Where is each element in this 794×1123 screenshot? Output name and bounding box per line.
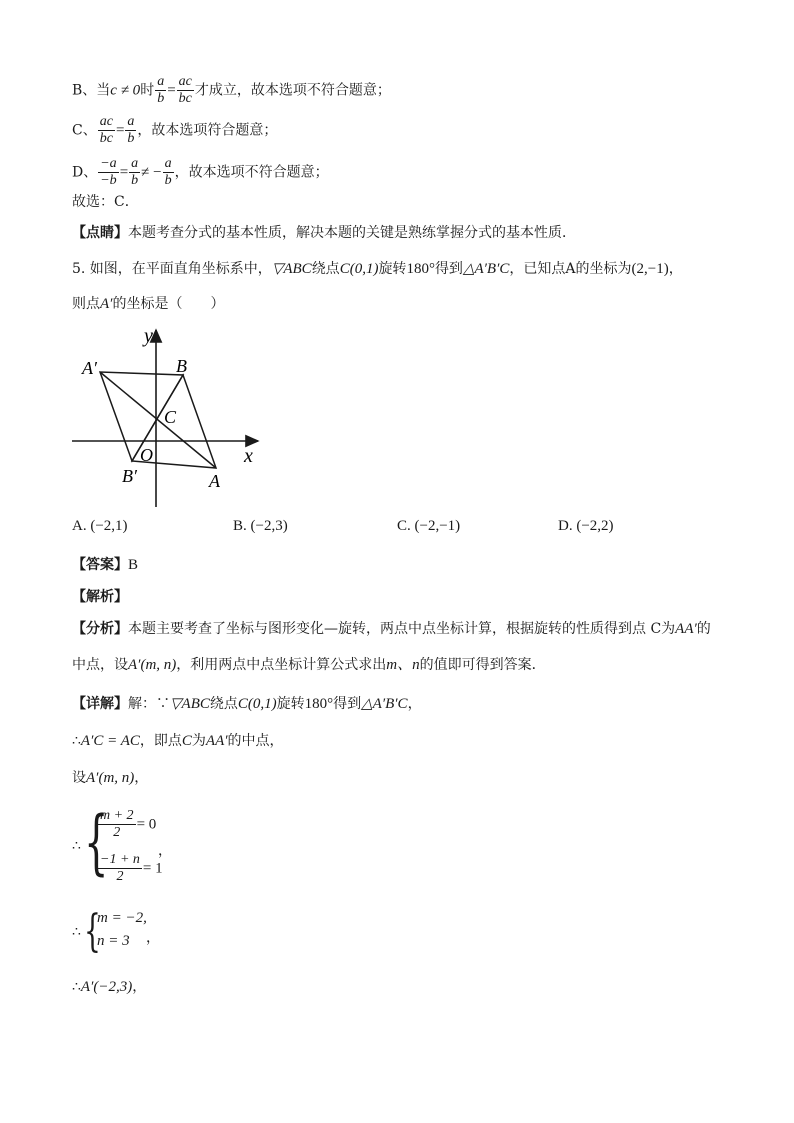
origin-label: O	[140, 445, 153, 465]
label-a: A	[209, 471, 220, 491]
detail-line-3: 设A′(m, n)，	[72, 770, 149, 786]
analysis-line-1: 【分析】本题主要考查了坐标与图形变化—旋转，两点中点坐标计算，根据旋转的性质得到点 C为AA′的	[72, 621, 711, 637]
answer-line: 【答案】B	[72, 557, 139, 573]
x-axis-label: x	[244, 445, 253, 467]
label-b: B	[176, 356, 187, 376]
fraction: $\frac{ac}{bc}$	[178, 74, 192, 106]
analysis-heading: 【解析】	[72, 589, 128, 605]
comment-tag: 【点睛】	[72, 225, 128, 241]
line-option-c: C、 $\frac{ac}{bc}$ = $\frac{a}{b}$ ，故本选项符合题意；	[72, 114, 278, 146]
choose-line: 故选：C．	[72, 194, 139, 210]
fraction: $\frac{a}{b}$	[127, 114, 135, 146]
question-line-1: 5. 如图，在平面直角坐标系中，▽ABC绕点C(0,1)旋转180°得到△A′B′C，已知点A的坐标为(2,−1)，	[72, 261, 683, 277]
fraction: $\frac{ac}{bc}$	[99, 114, 113, 146]
option-b[interactable]: B. (−2,3)	[233, 518, 288, 534]
detail-final-line: ∴A′(−2,3)，	[72, 979, 147, 995]
analysis-tag: 【分析】	[72, 621, 128, 637]
label-b-prime: B′	[122, 466, 137, 486]
detail-line-1: 【详解】解：∵▽ABC绕点C(0,1)旋转180°得到△A′B′C，	[72, 696, 422, 712]
equation-system-2: ∴ { m = −2, n = 3 ，	[72, 906, 160, 957]
analysis-line-2: 中点，设A′(m, n)，利用两点中点坐标计算公式求出m、n的值即可得到答案．	[72, 657, 546, 673]
option-d[interactable]: D. (−2,2)	[558, 518, 614, 534]
answer-tag: 【答案】	[72, 557, 128, 573]
label-c: C	[164, 407, 177, 427]
fraction: $\frac{a}{b}$	[164, 156, 172, 188]
label-a-prime: A′	[82, 358, 97, 378]
fraction: $\frac{a}{b}$	[131, 156, 139, 188]
fraction: $\frac{-a}{-b}$	[100, 156, 117, 188]
y-axis-label: y	[144, 325, 153, 347]
fraction: $\frac{a}{b}$	[157, 74, 165, 106]
question-line-2: 则点A′的坐标是（ ）	[72, 296, 225, 312]
equation-system-1: ∴ { $\frac{m + 2}{2}$ = 0 $\frac{-1 + n}{2}$ = 1 ，	[72, 801, 172, 884]
option-c[interactable]: C. (−2,−1)	[397, 518, 461, 534]
detail-line-2: ∴A′C = AC，即点C为AA′的中点，	[72, 733, 284, 749]
line-option-d: D、 $\frac{-a}{-b}$ = $\frac{a}{b}$ ≠ − $\frac{a}{b}$ ，故本选项不符合题意；	[72, 156, 329, 188]
detail-tag: 【详解】	[72, 696, 128, 712]
option-a[interactable]: A. (−2,1)	[72, 518, 128, 534]
line-option-b: B、当c ≠ 0时 $\frac{a}{b}$ = $\frac{ac}{bc}$ 才成立，故本选项不符合题意；	[72, 74, 391, 106]
comment-line: 【点睛】本题考查分式的基本性质，解决本题的关键是熟练掌握分式的基本性质．	[72, 225, 576, 241]
coordinate-figure	[66, 322, 272, 512]
